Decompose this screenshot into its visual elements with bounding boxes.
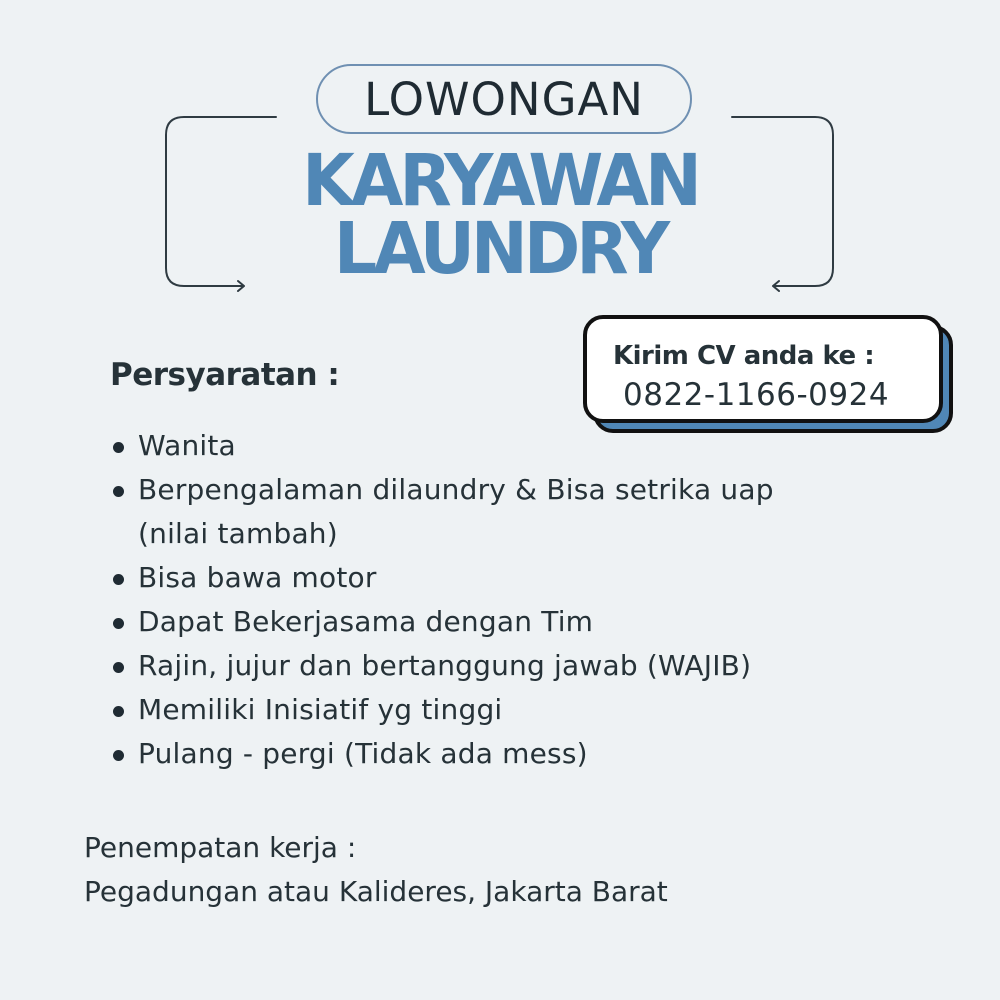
bullet-icon [113,574,124,585]
placement-location: Pegadungan atau Kalideres, Jakarta Barat [84,875,668,908]
headline-line-1: KARYAWAN [302,140,698,223]
list-item: Berpengalaman dilaundry & Bisa setrika uap (nilai tambah) [110,468,774,556]
contact-title: Kirim CV anda ke : [613,341,875,371]
requirements-title: Persyaratan : [110,357,340,393]
bullet-icon [113,618,124,629]
bullet-icon [113,442,124,453]
list-item: Pulang - pergi (Tidak ada mess) [110,732,774,776]
list-item: Bisa bawa motor [110,556,774,600]
lowongan-pill [316,64,692,134]
bullet-icon [113,706,124,717]
contact-card [583,315,943,423]
list-item: Wanita [110,424,774,468]
placement-label: Penempatan kerja : [84,831,357,864]
list-item: Dapat Bekerjasama dengan Tim [110,600,774,644]
list-item: Memiliki Inisiatif yg tinggi [110,688,774,732]
requirements-list [110,424,774,776]
bullet-icon [113,750,124,761]
contact-phone[interactable]: 0822-1166-0924 [623,377,890,413]
headline-line-2: LAUNDRY [333,208,667,291]
pill-label: LOWONGAN [364,72,644,126]
contact-card-front [583,315,943,423]
bullet-icon [113,662,124,673]
placement-section [84,826,668,914]
bullet-icon [113,486,124,497]
list-item: Rajin, jujur dan bertanggung jawab (WAJIB) [110,644,774,688]
